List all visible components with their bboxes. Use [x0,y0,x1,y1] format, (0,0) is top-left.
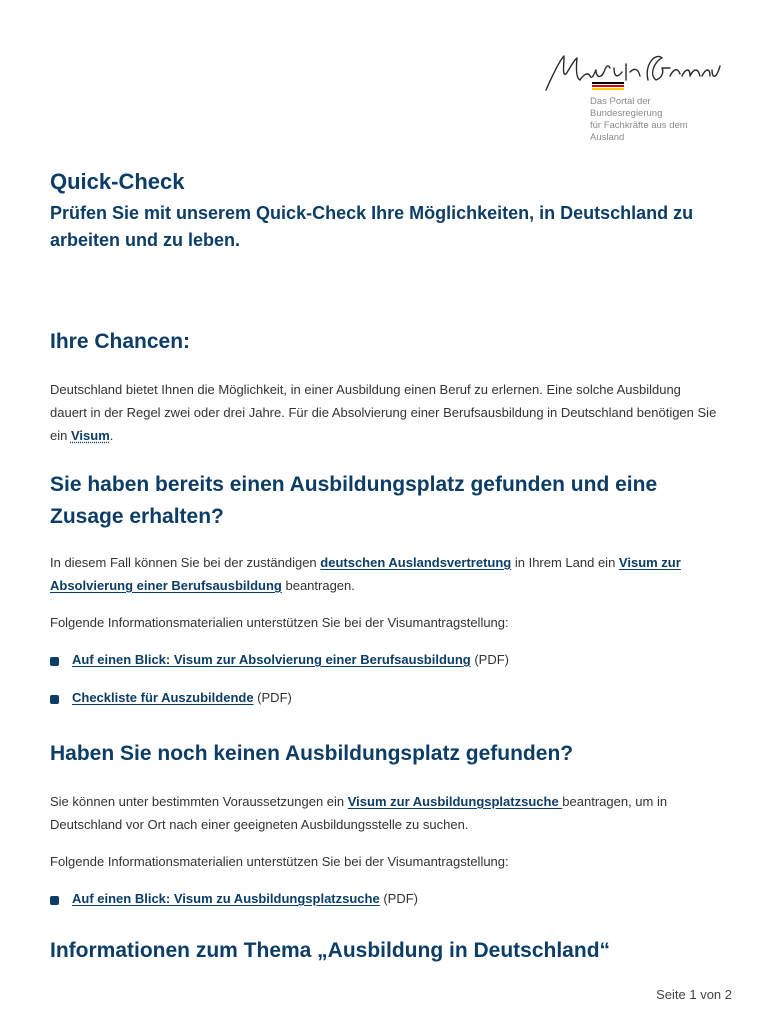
chancen-paragraph: Deutschland bietet Ihnen die Möglichkeit, in einer Ausbildung einen Beruf zu erlernen. Eine solche Ausbildung dauert in der Regel zwei oder drei Jahre. Für die Absolvierung einer Berufsausbildung in Deutschland benötigen Sie ein Visum. [50,382,717,443]
make-it-in-germany-logo [544,50,724,144]
list-item: Auf einen Blick: Visum zur Absolvierung einer Berufsausbildung (PDF) [50,650,720,670]
pdf-link-berufsausbildung[interactable]: Auf einen Blick: Visum zur Absolvierung einer Berufsausbildung [72,652,471,667]
visum-link[interactable]: Visum [70,428,110,443]
page-number: Seite 1 von 2 [656,987,732,1002]
logo-signature [544,50,724,94]
list-item: Auf einen Blick: Visum zu Ausbildungsplatzsuche (PDF) [50,889,720,909]
visum-ausbildungsplatzsuche-link[interactable]: Visum zur Ausbildungsplatzsuche [347,794,563,809]
kein-platz-heading: Haben Sie noch keinen Ausbildungsplatz gefunden? [50,742,574,765]
flag-stripe-red [592,85,624,87]
pdf-link-ausbildungsplatzsuche[interactable]: Auf einen Blick: Visum zu Ausbildungsplatzsuche [72,891,380,906]
zusage-paragraph: In diesem Fall können Sie bei der zuständigen deutschen Auslandsvertretung in Ihrem Land ein Visum zur Absolvierung einer Berufsausbildung beantragen. [50,555,681,593]
bullet-icon [50,896,59,905]
zusage-heading: Sie haben bereits einen Ausbildungsplatz gefunden und eine Zusage erhalten? [50,473,658,528]
kein-platz-materials-list [50,889,720,909]
zusage-materials-intro: Folgende Informationsmaterialien unterstützen Sie bei der Visumantragstellung: [50,615,509,630]
kein-platz-paragraph: Sie können unter bestimmten Voraussetzungen ein Visum zur Ausbildungsplatzsuche beantragen, um in Deutschland vor Ort nach einer geeigneten Ausbildungsstelle zu suchen. [50,794,668,832]
flag-stripe-black [592,82,624,84]
bullet-icon [50,695,59,704]
logo-subtitle-line2: für Fachkräfte aus dem Ausland [590,120,688,143]
visum-berufsausbildung-link[interactable]: Visum zur Absolvierung einer Berufsausbildung [50,555,681,593]
flag-stripe-gold [592,88,624,90]
list-item: Checkliste für Auszubildende (PDF) [50,688,720,708]
auslandsvertretung-link[interactable]: deutschen Auslandsvertretung [320,555,512,570]
zusage-materials-list [50,650,720,708]
page-title: Quick-Check [50,169,185,194]
bullet-icon [50,657,59,666]
page-subtitle: Prüfen Sie mit unserem Quick-Check Ihre Möglichkeiten, in Deutschland zu arbeiten und zu leben. [50,203,694,250]
chancen-heading: Ihre Chancen: [50,330,191,353]
kein-platz-materials-intro: Folgende Informationsmaterialien unterstützen Sie bei der Visumantragstellung: [50,854,509,869]
pdf-link-checkliste[interactable]: Checkliste für Auszubildende [72,690,254,705]
logo-subtitle-line1: Das Portal der Bundesregierung [590,96,663,119]
main-content [50,168,720,967]
info-heading: Informationen zum Thema „Ausbildung in Deutschland“ [50,939,611,962]
logo-subtitle [590,96,724,144]
